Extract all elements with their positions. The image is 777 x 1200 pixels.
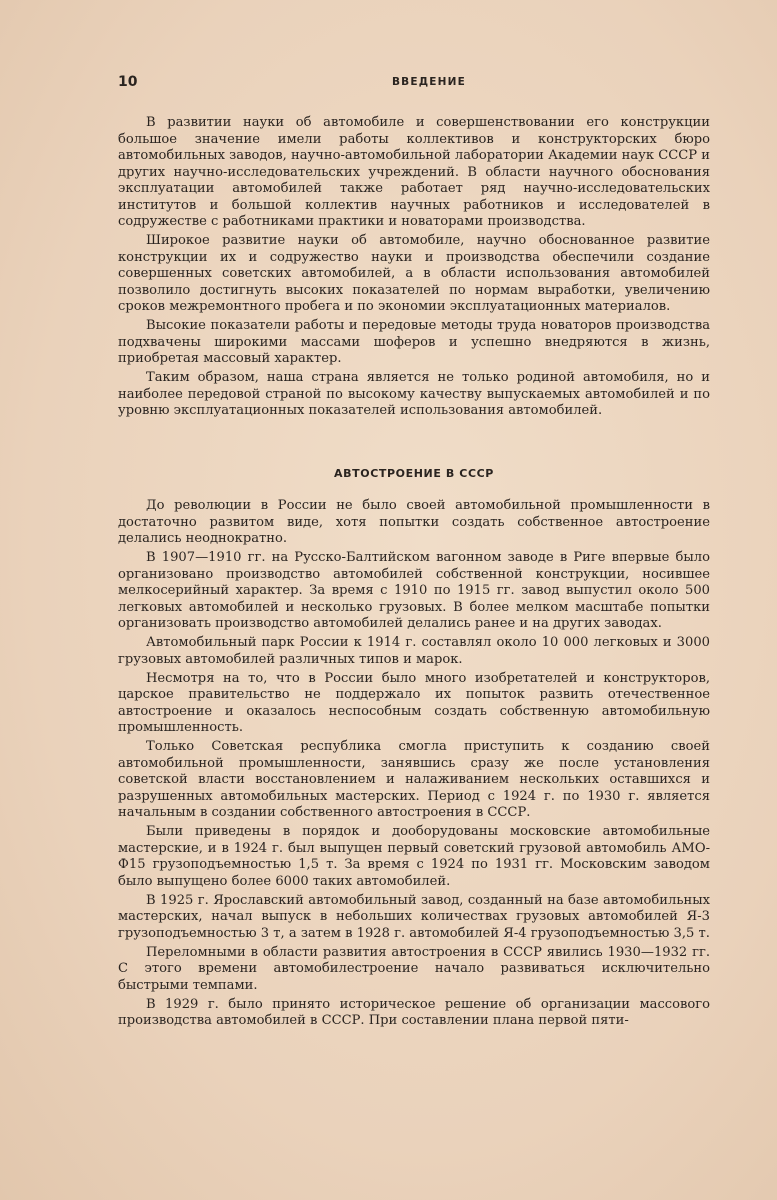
paragraph: Только Советская республика смогла приступить к созданию своей автомобильной промышленности, занявшись сразу же после установления советской власти восстановлением и налаживанием нескольких оставшихся и разрушенных автомобильных мастерских. Период с 1924 г. по 1930 г. является начальным в создании собственного автостроения в СССР. — [118, 739, 710, 820]
intro-text-block — [118, 115, 710, 420]
paragraph: В 1929 г. было принято историческое решение об организации массового производства автомобилей в СССР. При составлении плана первой пяти- — [118, 996, 710, 1028]
page-header — [118, 74, 710, 94]
paragraph: Широкое развитие науки об автомобиле, научно обоснованное развитие конструкции их и содружество науки и производства обеспечили создание совершенных советских автомобилей, а в области использования автомобилей позволило достигнуть высоких показателей по нормам выработки, увеличению сроков межремонтного пробега и по экономии эксплуатационных материалов. — [118, 233, 710, 314]
section-heading: АВТОСТРОЕНИЕ В СССР — [334, 467, 494, 480]
paragraph: Высокие показатели работы и передовые методы труда новаторов производства подхвачены широкими массами шоферов и успешно внедряются в жизнь, приобретая массовый характер. — [118, 318, 710, 366]
section-text-block — [118, 498, 710, 1030]
paragraph: Таким образом, наша страна является не только родиной автомобиля, но и наиболее передовой страной по высокому качеству выпускаемых автомобилей и по уровню эксплуатационных показателей использования автомобилей. — [118, 370, 710, 418]
paragraph: До революции в России не было своей автомобильной промышленности в достаточно развитом виде, хотя попытки создать собственное автостроение делались неоднократно. — [118, 498, 710, 546]
paragraph: В 1925 г. Ярославский автомобильный завод, созданный на базе автомобильных мастерских, начал выпуск в небольших количествах грузовых автомобилей Я-3 грузоподъемностью 3 т, а затем в 1928 г. автомобилей Я-4 грузоподъемностью 3,5 т. — [118, 892, 710, 941]
running-head: ВВЕДЕНИЕ — [391, 76, 467, 88]
paragraph: Были приведены в порядок и дооборудованы московские автомобильные мастерские, и в 1924 г. был выпущен первый советский грузовой автомобиль АМО-Ф15 грузоподъемностью 1,5 т. За время с 1924 по 1931 гг. Московским заводом было выпущено более 6000 таких автомобилей. — [118, 824, 710, 889]
paragraph: В 1907—1910 гг. на Русско-Балтийском вагонном заводе в Риге впервые было организовано производство автомобилей собственной конструкции, носившее мелкосерийный характер. За время с 1910 по 1915 гг. завод выпустил около 500 легковых автомобилей и несколько грузовых. В более мелком масштабе попытки организовать производство автомобилей делались ранее и на других заводах. — [118, 550, 710, 631]
page-number: 10 — [118, 74, 138, 90]
paragraph: Несмотря на то, что в России было много изобретателей и конструкторов, царское правительство не поддержало их попыток развить отечественное автостроение и оказалось неспособным создать собственную автомобильную промышленность. — [118, 670, 710, 735]
paragraph: В развитии науки об автомобиле и совершенствовании его конструкции большое значение имели работы коллективов и конструкторских бюро автомобильных заводов, научно-автомобильной лаборатории Академии наук СССР и других научно-исследовательских учреждений. В области научного обоснования эксплуатации автомобилей также работает ряд научно-исследовательских институтов и большой коллектив научных работников и исследователей в содружестве с работниками практики и новаторами производства. — [118, 115, 710, 229]
paragraph: Автомобильный парк России к 1914 г. составлял около 10 000 легковых и 3000 грузовых автомобилей различных типов и марок. — [118, 635, 710, 667]
paragraph: Переломными в области развития автостроения в СССР явились 1930—1932 гг. С этого времени автомобилестроение начало развиваться исключительно быстрыми темпами. — [118, 944, 710, 993]
